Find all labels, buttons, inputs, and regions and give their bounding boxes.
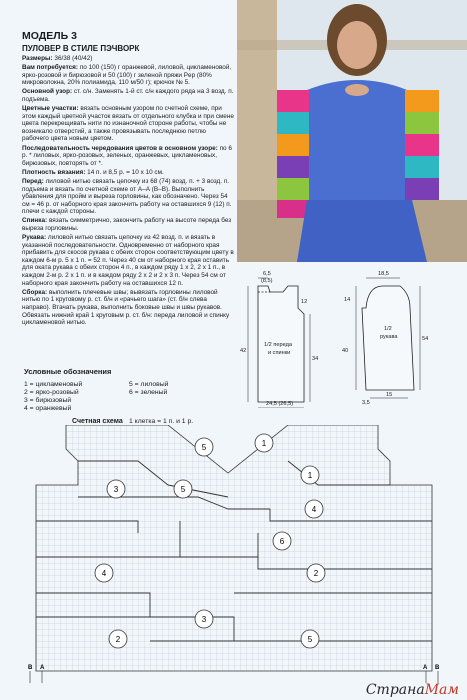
chart-cell-label: 2 <box>313 569 319 578</box>
sleeve-offset: 3,5 <box>362 400 370 406</box>
sleeve-label-line1: 1/2 <box>384 326 392 332</box>
density <box>22 169 234 177</box>
chart-cell-label: 1 <box>307 471 313 480</box>
model-title: МОДЕЛЬ 3 <box>22 30 77 42</box>
materials-label: Вам потребуется: <box>22 64 79 72</box>
color-sequence <box>22 145 234 168</box>
sleeves <box>22 234 234 287</box>
pattern-instructions <box>22 30 234 328</box>
sleeves-text: лиловой нитью связать цепочку из 42 возд. п. и вязать в указанной последовательности. Одновременно от наборного края прибавить для скосов рукава с обеих сторон соответствующим цвету в каждом 6-м р. 5 х 1 п. = 52 п. Через 40 см от наборного края оставить для оката рукава с обеих сторон 4 п., в каждом ряду 1 х 2, 2 х 1 п., в каждом 2-м р. 2 х 1 п. и в каждом ряду 2 х 2 и 2 х 3 п. Через 54 см от наборного края закончить работу на оставшихся 12 п. <box>22 234 234 287</box>
color-sequence-text: по 6 р. * лиловых, ярко-розовых, зеленых, оранжевых, цикламеновых, бирюзовых, повторять от *. <box>22 144 232 167</box>
legend-right-column <box>129 381 234 413</box>
chart-cell-label: 3 <box>201 615 207 624</box>
legend-left-column <box>24 381 129 413</box>
materials <box>22 64 234 87</box>
color-areas-label: Цветные участки: <box>22 105 79 113</box>
sizes <box>22 55 234 63</box>
chart-cell-label: 5 <box>180 485 186 494</box>
watermark-part2: Мам <box>424 682 459 698</box>
marker-b-right: B <box>435 665 440 671</box>
model-photo-illustration <box>237 0 467 262</box>
body-bottom-width: 24,5 (26,5) <box>266 401 294 407</box>
watermark-part1: Страна <box>365 682 425 698</box>
chart-cell-label: 4 <box>311 505 317 514</box>
chart-cell-label: 4 <box>101 569 107 578</box>
sleeve-label-line2: рукава <box>380 334 398 340</box>
front-text: лиловой нитью связать цепочку из 68 (74) возд. п. + 3 возд. п. подъема и вязать по счетной схеме от А–А (В–В). Выполнить убавления для пройм и выреза горловины, как обозначено. Через 54 см = 46 р. от наборного края закончить работу на оставшихся 9 (12) п. плечи с каждой стороны. <box>22 177 232 216</box>
legend-item: 2 = ярко-розовый <box>24 389 79 396</box>
assembly <box>22 289 234 327</box>
body-label-line1: 1/2 переда <box>264 342 292 348</box>
color-sequence-label: Последовательность чередования цветов в основном узоре: <box>22 144 218 152</box>
body-top-width: 6,5 <box>263 271 271 277</box>
main-pattern-text: ст. с/н. Заменять 1-й ст. с/н каждого ряда на 3 возд. п. подъема. <box>22 88 234 103</box>
chart-cell-label: 3 <box>113 485 119 494</box>
legend-item: 3 = бирюзовый <box>24 397 72 404</box>
legend-note: 1 клетка = 1 п. и 1 р. <box>129 418 194 425</box>
density-label: Плотность вязания: <box>22 168 86 176</box>
body-total-height: 42 <box>240 348 247 354</box>
legend-item: 1 = цикламеновый <box>24 381 83 388</box>
chart-cell-label: 1 <box>261 439 267 448</box>
legend <box>24 368 234 426</box>
density-text: 14 п. и 8,5 р. = 10 х 10 см. <box>87 168 164 176</box>
stitch-chart <box>18 425 450 685</box>
marker-b-left: B <box>28 665 33 671</box>
legend-title: Условные обозначения <box>24 367 112 376</box>
body-top-width-alt: (8,5) <box>261 278 273 284</box>
sleeve-cap-height: 14 <box>344 297 351 303</box>
body-side-height: 34 <box>312 356 319 362</box>
assembly-label: Сборка: <box>22 288 48 296</box>
back-text: вязать симметрично, закончить работу на высоте переда без выреза горловины. <box>22 217 232 232</box>
sleeve-top-width: 18,5 <box>378 271 389 277</box>
front <box>22 178 234 216</box>
sleeve-bottom-width: 15 <box>386 392 393 398</box>
legend-item: 5 = лиловый <box>129 381 169 388</box>
color-areas <box>22 105 234 143</box>
sleeve-length-to-cap: 40 <box>342 348 349 354</box>
assembly-text: выполнить плечевые швы; вывязать горловины лиловой нитью по 1 круговому р. ст. б/н и «рачьего шага» (ст. б/н слева направо). Втачать рукава, выполнить боковые швы и швы рукавов. Обвязать нижний край 1 круговым р. ст. б/н: переда лиловой и спинку цикламеновой нитью. <box>22 288 230 327</box>
sleeve-total-length: 54 <box>422 336 429 342</box>
legend-item: 4 = оранжевый <box>24 405 72 412</box>
sleeves-label: Рукава: <box>22 234 47 242</box>
color-areas-text: вязать основным узором по счетной схеме, при этом каждый цветной участок вязать от отдельного клубка и при смене цвета перекрещивать нити по изнаночной стороне работы, чтобы не возникало отверстий, а также провязывать последнюю петлю рабочего цвета новым цветом. <box>22 105 234 143</box>
chart-cell-label: 5 <box>307 635 313 644</box>
chart-cell-label: 2 <box>115 635 121 644</box>
site-watermark <box>366 682 459 698</box>
legend-item: 6 = зеленый <box>129 389 168 396</box>
main-pattern <box>22 88 234 103</box>
chart-title: Счетная схема <box>72 418 123 425</box>
marker-a-right: A <box>423 665 428 671</box>
main-pattern-label: Основной узор: <box>22 88 73 96</box>
body-armhole-height: 12 <box>301 299 308 305</box>
chart-cell-label: 6 <box>279 537 285 546</box>
marker-a-left: A <box>40 665 45 671</box>
materials-text: по 100 (150) г оранжевой, лиловой, цикламеновой, ярко-розовой и бирюзовой и 50 (100) г зеленой пряжи Pep (80% микроволокна, 20% полиамида, 110 м/50 г); крючок № 5. <box>22 64 232 87</box>
sizes-value: 36/38 (40/42) <box>54 55 93 62</box>
back <box>22 217 234 232</box>
sizes-label: Размеры: <box>22 55 53 62</box>
chart-cell-label: 5 <box>201 443 207 452</box>
model-photo <box>237 0 467 262</box>
pattern-schematics <box>238 268 438 408</box>
front-label: Перед: <box>22 177 44 185</box>
back-label: Спинка: <box>22 217 48 225</box>
body-label-line2: и спинки <box>268 350 291 356</box>
model-subtitle: ПУЛОВЕР В СТИЛЕ ПЭЧВОРК <box>22 43 140 53</box>
